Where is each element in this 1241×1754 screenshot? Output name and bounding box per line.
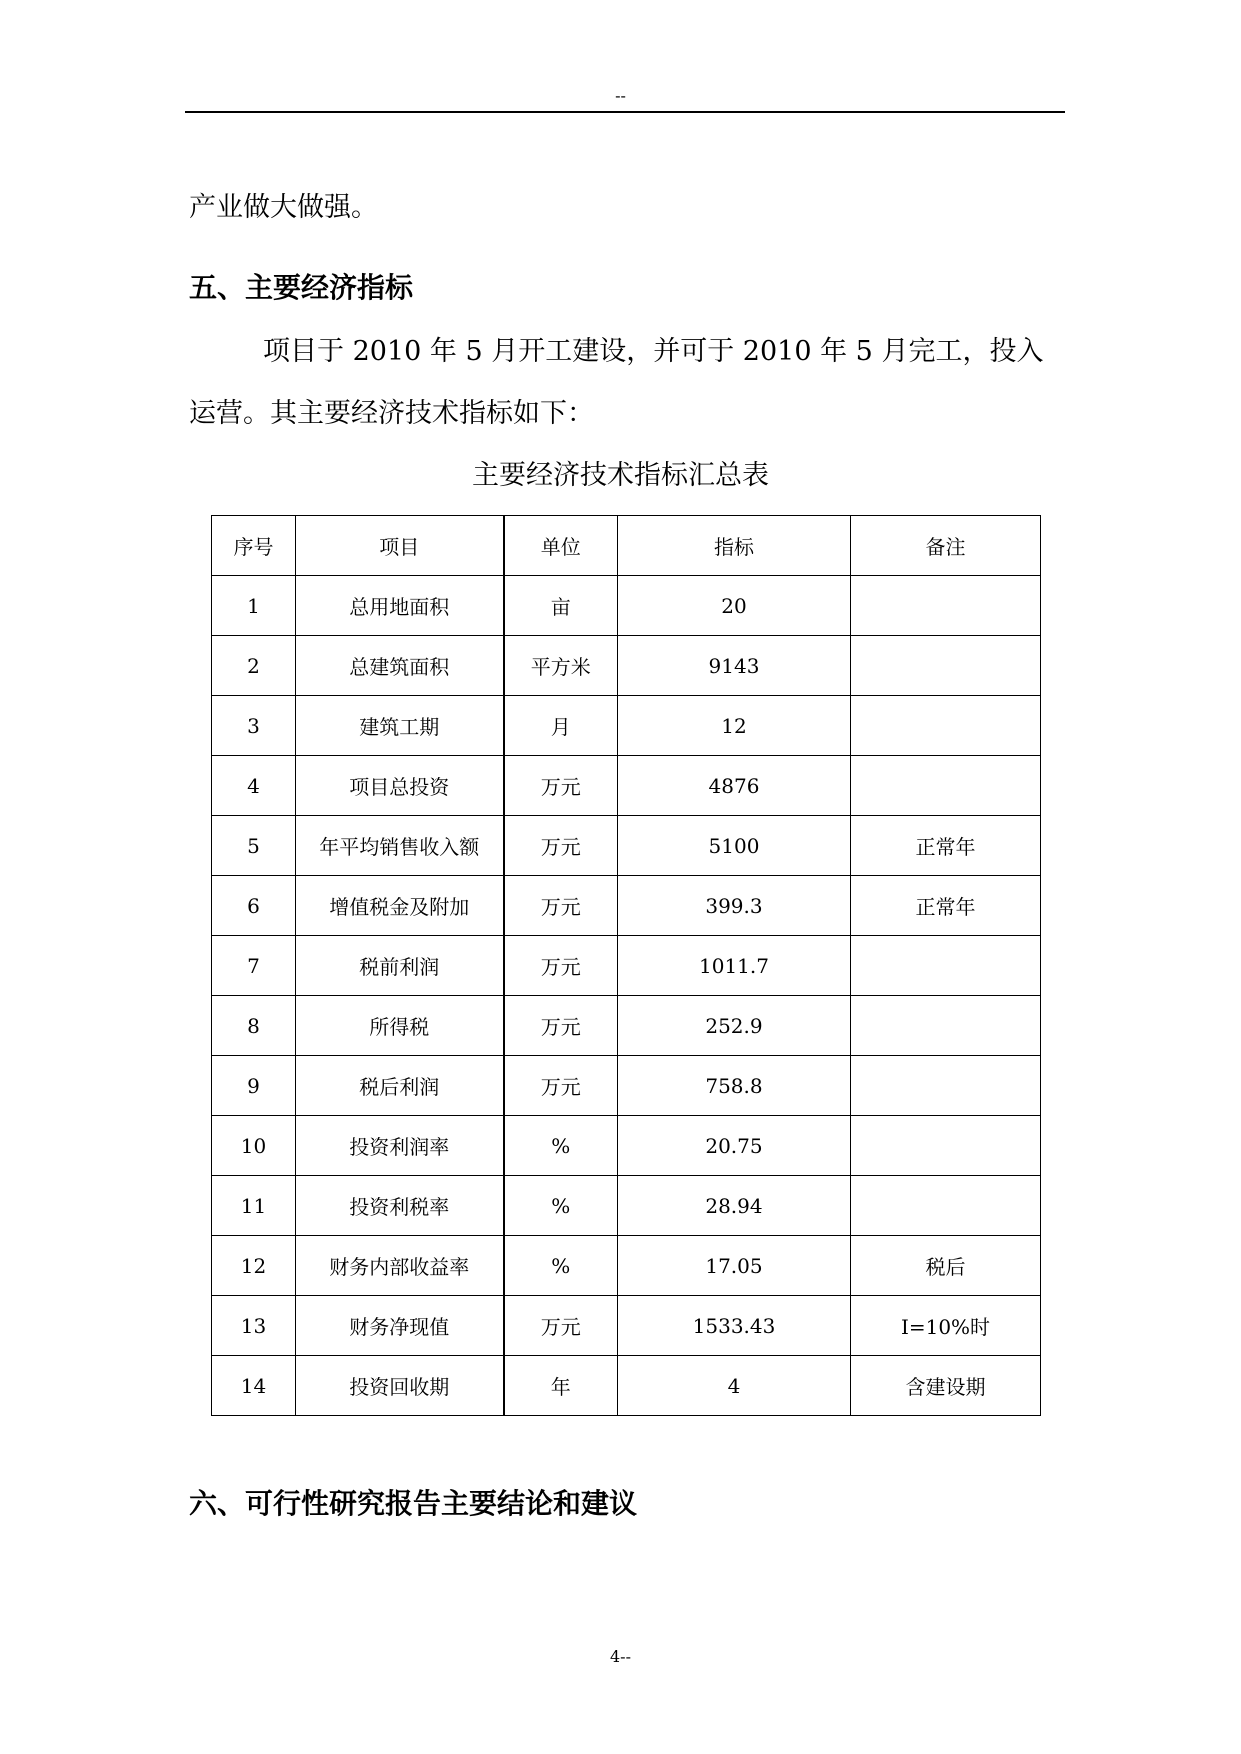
cell-unit: 万元 <box>504 816 618 876</box>
cell-item: 总建筑面积 <box>296 636 504 696</box>
section-5-intro-line-1: 项目于 2010 年 5 月开工建设，并可于 2010 年 5 月完工，投入 <box>263 336 1044 367</box>
cell-no: 7 <box>212 936 296 996</box>
cell-item: 增值税金及附加 <box>296 876 504 936</box>
cell-no: 14 <box>212 1356 296 1416</box>
cell-item: 投资利税率 <box>296 1176 504 1236</box>
column-header-no: 序号 <box>212 516 296 576</box>
table-row <box>212 756 1041 816</box>
cell-unit: 万元 <box>504 996 618 1056</box>
cell-unit: % <box>504 1236 618 1296</box>
cell-unit: 万元 <box>504 1056 618 1116</box>
cell-note: 税后 <box>851 1236 1041 1296</box>
cell-no: 4 <box>212 756 296 816</box>
table-header-row <box>212 516 1041 576</box>
cell-value: 4 <box>618 1356 851 1416</box>
cell-value: 28.94 <box>618 1176 851 1236</box>
cell-note <box>851 576 1041 636</box>
cell-no: 13 <box>212 1296 296 1356</box>
cell-no: 11 <box>212 1176 296 1236</box>
cell-value: 399.3 <box>618 876 851 936</box>
cell-unit: 平方米 <box>504 636 618 696</box>
cell-unit: 亩 <box>504 576 618 636</box>
cell-no: 2 <box>212 636 296 696</box>
cell-item: 所得税 <box>296 996 504 1056</box>
cell-value: 1011.7 <box>618 936 851 996</box>
cell-unit: 年 <box>504 1356 618 1416</box>
cell-value: 9143 <box>618 636 851 696</box>
cell-no: 3 <box>212 696 296 756</box>
cell-no: 1 <box>212 576 296 636</box>
cell-value: 20.75 <box>618 1116 851 1176</box>
cell-note <box>851 1056 1041 1116</box>
indicators-table <box>211 515 1041 1416</box>
column-header-value: 指标 <box>618 516 851 576</box>
section-5-heading: 五、主要经济指标 <box>189 271 414 304</box>
cell-no: 6 <box>212 876 296 936</box>
cell-value: 5100 <box>618 816 851 876</box>
cell-unit: % <box>504 1176 618 1236</box>
cell-value: 4876 <box>618 756 851 816</box>
cell-note: I=10%时 <box>851 1296 1041 1356</box>
cell-no: 5 <box>212 816 296 876</box>
cell-item: 财务内部收益率 <box>296 1236 504 1296</box>
table-row <box>212 996 1041 1056</box>
cell-value: 1533.43 <box>618 1296 851 1356</box>
cell-item: 税后利润 <box>296 1056 504 1116</box>
table-row <box>212 1296 1041 1356</box>
cell-unit: 万元 <box>504 936 618 996</box>
cell-item: 税前利润 <box>296 936 504 996</box>
table-row <box>212 696 1041 756</box>
page-header-mark: -- <box>615 86 626 105</box>
cell-unit: 万元 <box>504 876 618 936</box>
table-row <box>212 576 1041 636</box>
table-row <box>212 1356 1041 1416</box>
section-5-intro-line-2: 运营。其主要经济技术指标如下： <box>189 398 594 429</box>
table-row <box>212 816 1041 876</box>
cell-unit: % <box>504 1116 618 1176</box>
cell-item: 年平均销售收入额 <box>296 816 504 876</box>
cell-note <box>851 696 1041 756</box>
cell-note <box>851 936 1041 996</box>
table-row <box>212 876 1041 936</box>
table-caption: 主要经济技术指标汇总表 <box>472 460 769 491</box>
cell-item: 投资利润率 <box>296 1116 504 1176</box>
table-row <box>212 1056 1041 1116</box>
cell-note <box>851 996 1041 1056</box>
table-row <box>212 1116 1041 1176</box>
column-header-unit: 单位 <box>504 516 618 576</box>
cell-note: 正常年 <box>851 816 1041 876</box>
cell-no: 8 <box>212 996 296 1056</box>
section-6-heading: 六、可行性研究报告主要结论和建议 <box>189 1487 638 1520</box>
cell-note: 正常年 <box>851 876 1041 936</box>
cell-item: 总用地面积 <box>296 576 504 636</box>
header-rule <box>185 111 1065 113</box>
cell-value: 20 <box>618 576 851 636</box>
cell-item: 项目总投资 <box>296 756 504 816</box>
cell-note <box>851 1116 1041 1176</box>
cell-no: 12 <box>212 1236 296 1296</box>
cell-no: 10 <box>212 1116 296 1176</box>
table-row <box>212 1176 1041 1236</box>
cell-value: 252.9 <box>618 996 851 1056</box>
cell-no: 9 <box>212 1056 296 1116</box>
cell-item: 投资回收期 <box>296 1356 504 1416</box>
cell-unit: 月 <box>504 696 618 756</box>
cell-value: 758.8 <box>618 1056 851 1116</box>
cell-unit: 万元 <box>504 1296 618 1356</box>
cell-value: 12 <box>618 696 851 756</box>
cell-note <box>851 636 1041 696</box>
continuation-text: 产业做大做强。 <box>189 192 378 223</box>
cell-value: 17.05 <box>618 1236 851 1296</box>
cell-item: 财务净现值 <box>296 1296 504 1356</box>
table-row <box>212 636 1041 696</box>
column-header-item: 项目 <box>296 516 504 576</box>
table-row <box>212 1236 1041 1296</box>
cell-item: 建筑工期 <box>296 696 504 756</box>
table-row <box>212 936 1041 996</box>
page-number: 4-- <box>610 1647 631 1666</box>
cell-note: 含建设期 <box>851 1356 1041 1416</box>
cell-unit: 万元 <box>504 756 618 816</box>
cell-note <box>851 1176 1041 1236</box>
column-header-note: 备注 <box>851 516 1041 576</box>
cell-note <box>851 756 1041 816</box>
